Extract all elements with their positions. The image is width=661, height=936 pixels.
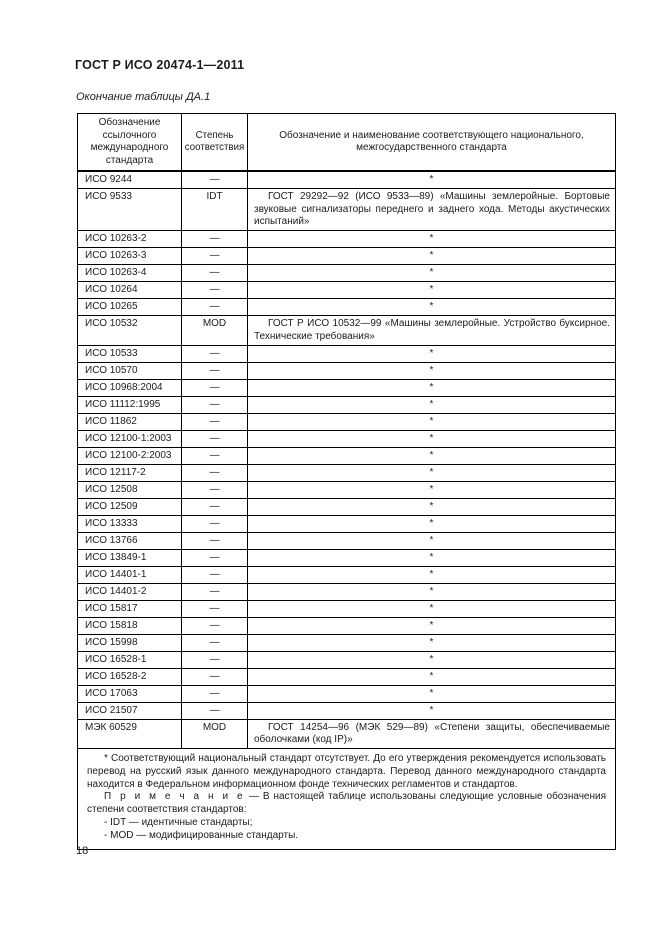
cell-standard: ИСО 14401-2 xyxy=(78,583,182,600)
table-row xyxy=(78,668,616,685)
cell-national: * xyxy=(248,430,616,447)
cell-national: * xyxy=(248,464,616,481)
cell-national: * xyxy=(248,515,616,532)
cell-conformity: — xyxy=(182,362,248,379)
table-row xyxy=(78,719,616,749)
table-row xyxy=(78,396,616,413)
cell-national: * xyxy=(248,447,616,464)
table-row xyxy=(78,345,616,362)
cell-national: * xyxy=(248,668,616,685)
table-row xyxy=(78,413,616,430)
table-row xyxy=(78,617,616,634)
cell-conformity: — xyxy=(182,685,248,702)
cell-standard: ИСО 10532 xyxy=(78,316,182,346)
cell-conformity: — xyxy=(182,549,248,566)
cell-standard: ИСО 10263-2 xyxy=(78,231,182,248)
table-row xyxy=(78,447,616,464)
cell-standard: ИСО 10968:2004 xyxy=(78,379,182,396)
cell-standard: ИСО 10264 xyxy=(78,282,182,299)
table-row xyxy=(78,231,616,248)
cell-national: * xyxy=(248,481,616,498)
cell-conformity: — xyxy=(182,617,248,634)
cell-conformity: — xyxy=(182,265,248,282)
cell-conformity: — xyxy=(182,634,248,651)
cell-standard: ИСО 15817 xyxy=(78,600,182,617)
table-row xyxy=(78,316,616,346)
cell-national: ГОСТ 14254—96 (МЭК 529—89) «Степени защиты, обеспечиваемые оболочками (код IP)» xyxy=(248,719,616,749)
table-row xyxy=(78,651,616,668)
cell-conformity: — xyxy=(182,702,248,719)
cell-conformity: IDT xyxy=(182,189,248,231)
cell-standard: ИСО 13766 xyxy=(78,532,182,549)
cell-standard: ИСО 14401-1 xyxy=(78,566,182,583)
cell-conformity: — xyxy=(182,532,248,549)
cell-national: * xyxy=(248,362,616,379)
table-row xyxy=(78,189,616,231)
cell-conformity: MOD xyxy=(182,316,248,346)
cell-standard: ИСО 10265 xyxy=(78,299,182,316)
table-row xyxy=(78,379,616,396)
cell-national: * xyxy=(248,379,616,396)
cell-national: * xyxy=(248,702,616,719)
cell-standard: ИСО 13849-1 xyxy=(78,549,182,566)
cell-conformity: — xyxy=(182,566,248,583)
cell-conformity: — xyxy=(182,231,248,248)
conformity-table xyxy=(77,113,616,850)
table-row xyxy=(78,171,616,189)
table-row xyxy=(78,265,616,282)
table-row xyxy=(78,498,616,515)
table-row xyxy=(78,634,616,651)
table-row xyxy=(78,685,616,702)
cell-standard: ИСО 15998 xyxy=(78,634,182,651)
cell-conformity: — xyxy=(182,651,248,668)
table-row xyxy=(78,282,616,299)
cell-national: * xyxy=(248,549,616,566)
cell-standard: ИСО 21507 xyxy=(78,702,182,719)
cell-national: * xyxy=(248,685,616,702)
cell-standard: ИСО 12508 xyxy=(78,481,182,498)
cell-national: * xyxy=(248,413,616,430)
cell-conformity: MOD xyxy=(182,719,248,749)
cell-conformity: — xyxy=(182,248,248,265)
table-caption: Окончание таблицы ДА.1 xyxy=(76,91,211,103)
cell-conformity: — xyxy=(182,171,248,189)
cell-national: * xyxy=(248,583,616,600)
cell-standard: ИСО 17063 xyxy=(78,685,182,702)
header-standard-designation: Обозначение ссылочного международного стандарта xyxy=(78,114,182,172)
cell-conformity: — xyxy=(182,481,248,498)
cell-national: * xyxy=(248,498,616,515)
cell-national: * xyxy=(248,651,616,668)
cell-conformity: — xyxy=(182,447,248,464)
cell-national: * xyxy=(248,299,616,316)
cell-national: * xyxy=(248,396,616,413)
cell-national: * xyxy=(248,566,616,583)
table-row xyxy=(78,600,616,617)
table-footnote-row xyxy=(78,749,616,850)
note-item-mod: - MOD — модифицированные стандарты. xyxy=(104,829,299,841)
table-row xyxy=(78,481,616,498)
table-row xyxy=(78,702,616,719)
cell-conformity: — xyxy=(182,583,248,600)
cell-conformity: — xyxy=(182,379,248,396)
table-row xyxy=(78,362,616,379)
page-number: 18 xyxy=(76,845,89,857)
cell-conformity: — xyxy=(182,464,248,481)
table-row xyxy=(78,549,616,566)
cell-conformity: — xyxy=(182,299,248,316)
cell-standard: ИСО 10533 xyxy=(78,345,182,362)
header-conformity-degree: Степень соответствия xyxy=(182,114,248,172)
note-label: П р и м е ч а н и е xyxy=(104,791,246,803)
cell-standard: МЭК 60529 xyxy=(78,719,182,749)
cell-conformity: — xyxy=(182,600,248,617)
table-row xyxy=(78,248,616,265)
cell-conformity: — xyxy=(182,515,248,532)
note-item-idt: - IDT — идентичные стандарты; xyxy=(104,816,253,828)
cell-standard: ИСО 12509 xyxy=(78,498,182,515)
cell-national: * xyxy=(248,617,616,634)
header-national-standard: Обозначение и наименование соответствующего национального, межгосударственного стандарта xyxy=(248,114,616,172)
cell-standard: ИСО 16528-1 xyxy=(78,651,182,668)
cell-national: ГОСТ 29292—92 (ИСО 9533—89) «Машины землеройные. Бортовые звуковые сигнализаторы переднего и заднего хода. Методы акустических испытаний» xyxy=(248,189,616,231)
cell-standard: ИСО 11862 xyxy=(78,413,182,430)
cell-standard: ИСО 10263-4 xyxy=(78,265,182,282)
table-row xyxy=(78,430,616,447)
table-body xyxy=(78,171,616,749)
cell-conformity: — xyxy=(182,668,248,685)
cell-conformity: — xyxy=(182,430,248,447)
cell-standard: ИСО 11112:1995 xyxy=(78,396,182,413)
cell-national: * xyxy=(248,600,616,617)
table-row xyxy=(78,566,616,583)
cell-conformity: — xyxy=(182,282,248,299)
cell-standard: ИСО 12100-2:2003 xyxy=(78,447,182,464)
cell-standard: ИСО 15818 xyxy=(78,617,182,634)
cell-standard: ИСО 16528-2 xyxy=(78,668,182,685)
cell-standard: ИСО 9533 xyxy=(78,189,182,231)
table-row xyxy=(78,532,616,549)
cell-national: * xyxy=(248,248,616,265)
table-row xyxy=(78,583,616,600)
table-row xyxy=(78,515,616,532)
document-code: ГОСТ Р ИСО 20474-1—2011 xyxy=(75,58,245,72)
cell-national: * xyxy=(248,265,616,282)
cell-conformity: — xyxy=(182,396,248,413)
cell-national: * xyxy=(248,231,616,248)
table-row xyxy=(78,464,616,481)
cell-standard: ИСО 9244 xyxy=(78,171,182,189)
cell-standard: ИСО 12117-2 xyxy=(78,464,182,481)
cell-national: * xyxy=(248,282,616,299)
note-text: — В настоящей таблице использованы следующие условные обозначения степени соответствия стандартов: xyxy=(87,791,606,816)
footnote-text: * Соответствующий национальный стандарт отсутствует. До его утверждения рекомендуется использовать перевод на русский язык данного международного стандарта. Перевод данного международного стандарта находится в Федеральном информационном фонде технических регламентов и стандартов. xyxy=(87,753,606,790)
table-footnote xyxy=(78,749,616,850)
table-row xyxy=(78,299,616,316)
cell-standard: ИСО 13333 xyxy=(78,515,182,532)
cell-national: * xyxy=(248,532,616,549)
cell-standard: ИСО 12100-1:2003 xyxy=(78,430,182,447)
cell-national: ГОСТ Р ИСО 10532—99 «Машины землеройные. Устройство буксирное. Технические требования» xyxy=(248,316,616,346)
cell-conformity: — xyxy=(182,498,248,515)
cell-national: * xyxy=(248,634,616,651)
note-line xyxy=(87,791,606,817)
cell-national: * xyxy=(248,171,616,189)
cell-conformity: — xyxy=(182,345,248,362)
cell-national: * xyxy=(248,345,616,362)
cell-standard: ИСО 10570 xyxy=(78,362,182,379)
table-header-row xyxy=(78,114,616,172)
cell-conformity: — xyxy=(182,413,248,430)
cell-standard: ИСО 10263-3 xyxy=(78,248,182,265)
